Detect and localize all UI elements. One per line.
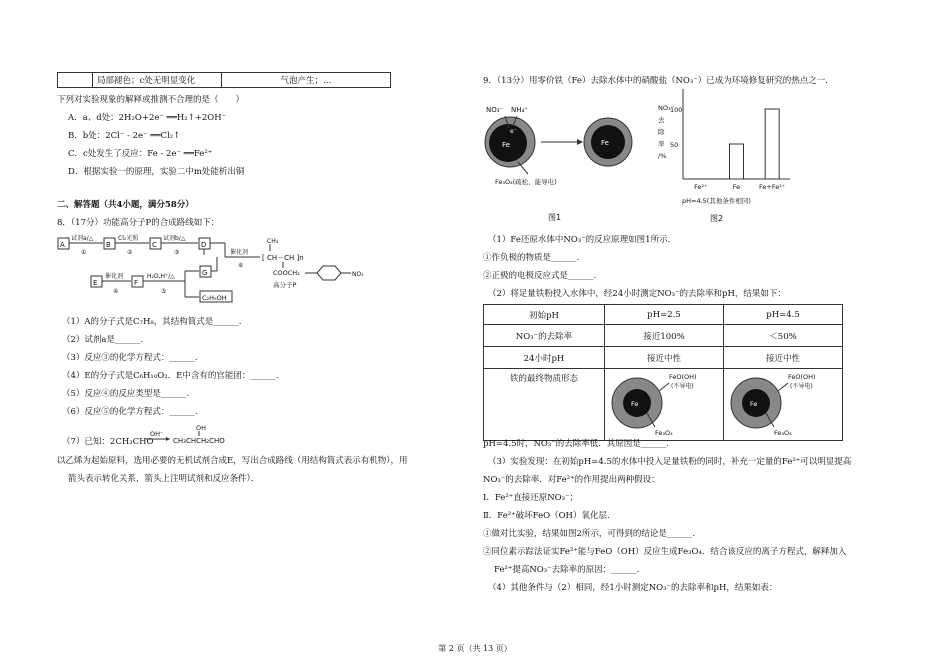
hypothesis-1: Ⅰ．Fe²⁺直接还原NO₃⁻； xyxy=(483,493,579,503)
table-cell: 接近100% xyxy=(605,325,724,347)
q9-stem: 9．（13分）用零价铁（Fe）去除水体中的硝酸盐（NO₃⁻）已成为环境修复研究的热点之一． xyxy=(483,76,834,86)
q9-sub-1b: ②正极的电极反应式是______. xyxy=(483,271,597,281)
electron-label: e⁻ xyxy=(510,128,517,135)
section-title: 二、解答题（共4小题，满分58分） xyxy=(57,200,194,210)
results-table xyxy=(483,304,843,441)
box-e-label: E xyxy=(93,279,98,287)
q9-sub-3b: ②同位素示踪法证实Fe²⁺能与FeO（OH）反应生成Fe₃O₄．结合该反应的离子方程式，解释加入 xyxy=(483,547,847,557)
polymer-ester: COOCH₂ xyxy=(273,269,300,277)
ylabel-part: NO₃⁻ xyxy=(658,104,675,112)
q8-sub-5: （5）反应④的反应类型是______. xyxy=(62,389,190,399)
known-reaction xyxy=(146,424,236,450)
q9-sub-3: NO₃⁻的去除率．对Fe²⁺的作用提出两种假设： xyxy=(483,475,660,485)
ylabel-part: 去 xyxy=(658,116,665,124)
arrow-label: H₂O,H⁺/△ xyxy=(147,273,175,280)
x-tick-label: Fe²⁺ xyxy=(694,183,708,191)
ylabel-part: /% xyxy=(658,152,667,160)
x-tick-label: Fe+Fe²⁺ xyxy=(759,183,786,191)
shell-label: Fe₃O₄(疏松、能导电) xyxy=(495,178,557,186)
arrow-label: 催化剂 xyxy=(105,273,124,280)
step-label: ⑤ xyxy=(161,288,167,295)
table-cell: 接近中性 xyxy=(724,347,843,369)
table-header: pH=4.5 xyxy=(724,305,843,325)
q9-sub-1a: ①作负极的物质是______. xyxy=(483,253,580,263)
table-cell: 铁的最终物质形态 xyxy=(484,369,605,441)
top-table-cell: 局部褪色；c处无明显变化 xyxy=(93,73,222,88)
step-label: ⑥ xyxy=(238,262,244,269)
synthesis-diagram xyxy=(55,231,385,306)
q9-sub-2b: pH=4.5时，NO₃⁻的去除率低．其原因是______. xyxy=(483,439,669,449)
iron-particle-diagram xyxy=(730,369,836,437)
q9-sub-3: （3）实验发现：在初始pH=4.5的水体中投入足量铁粉的同时，补充一定量的Fe²⁺可以明显提高 xyxy=(488,457,852,467)
arrow-label: Cl₂光照 xyxy=(118,235,139,242)
q8-sub-6: （6）反应⑤的化学方程式：______. xyxy=(62,407,198,417)
step-label: ① xyxy=(81,249,87,256)
table-header: 初始pH xyxy=(484,305,605,325)
arrow-label: 试剂a/△ xyxy=(71,235,94,242)
fig2-caption: 图2 xyxy=(710,214,724,223)
fig1-caption: 图1 xyxy=(548,213,562,222)
q9-sub-3a: ①做对比实验，结果如图2所示，可得到的结论是______. xyxy=(483,529,696,539)
box-c-label: C xyxy=(152,241,157,249)
top-table-cell xyxy=(58,73,93,88)
table-cell: ＜50% xyxy=(724,325,843,347)
y-tick-label: 100 xyxy=(670,106,683,114)
q8-sub-7: （7）已知：2CH₃CHO xyxy=(62,437,154,447)
y-tick-label: 50 xyxy=(670,141,679,149)
fe-core-label: Fe xyxy=(601,139,609,147)
bar-2 xyxy=(765,109,779,179)
q9-sub-4: （4）其他条件与（2）相同，经1小时测定NO₃⁻的去除率和pH，结果如表： xyxy=(488,583,778,593)
ion-nitrate: NO₃⁻ xyxy=(486,106,504,114)
table-cell-image xyxy=(605,369,724,441)
shell-top-label: FeO(OH) xyxy=(788,373,816,381)
table-cell-image xyxy=(724,369,843,441)
q8-stem: 8．（17分）功能高分子P的合成路线如下： xyxy=(57,218,220,228)
core-label: Fe xyxy=(631,400,639,408)
q8-sub-2: （2）试剂a是______. xyxy=(62,335,144,345)
top-table xyxy=(57,72,391,88)
q8-sub-3: （3）反应③的化学方程式：______. xyxy=(62,353,198,363)
step-label: ③ xyxy=(174,249,180,256)
figure-2 xyxy=(640,84,800,227)
table-cell: 接近中性 xyxy=(605,347,724,369)
hypothesis-2: Ⅱ．Fe²⁺破坏FeO（OH）氧化层. xyxy=(483,511,610,521)
shell-note: (不导电) xyxy=(790,383,813,390)
q8-sub-7-text: 箭头表示转化关系，箭头上注明试剂和反应条件）． xyxy=(68,474,260,484)
arrow-label: 催化剂 xyxy=(230,249,249,256)
bottom-label: Fe₃O₄ xyxy=(774,429,792,437)
product-formula: CH₃CHCH₂CHO xyxy=(173,437,225,445)
table-cell: 24小时pH xyxy=(484,347,605,369)
option-d: D．根据实验一的原理，实验二中m处能析出铜 xyxy=(68,167,245,177)
question-stem: 下列对实验现象的解释或推测不合理的是（ ） xyxy=(57,95,245,105)
bottom-label: Fe₃O₄ xyxy=(655,429,673,437)
box-a-label: A xyxy=(60,241,65,249)
box-g-label: G xyxy=(202,269,208,277)
bar-1 xyxy=(730,144,744,179)
table-header: pH=2.5 xyxy=(605,305,724,325)
shell-note: (不导电) xyxy=(671,383,694,390)
option-c: C．c处发生了反应：Fe - 2e⁻ ══Fe²⁺ xyxy=(68,149,213,159)
box-d-label: D xyxy=(201,241,207,249)
table-cell: NO₃⁻的去除率 xyxy=(484,325,605,347)
fe-core-label: Fe xyxy=(502,141,510,149)
ylabel-part: 除 xyxy=(658,128,665,136)
core-label: Fe xyxy=(750,400,758,408)
box-f-label: F xyxy=(134,279,139,287)
box-b-label: B xyxy=(106,241,111,249)
benzene-ring xyxy=(317,266,341,280)
q9-sub-2: （2）将足量铁粉投入水体中，经24小时测定NO₃⁻的去除率和pH，结果如下： xyxy=(488,289,786,299)
nitro-group: NO₂ xyxy=(352,271,364,278)
ylabel-part: 率 xyxy=(658,140,665,148)
option-a: A．a、d处：2H₂O+2e⁻ ══H₂↑+2OH⁻ xyxy=(68,113,227,123)
q9-sub-3b: Fe²⁺提高NO₃⁻去除率的原因：______. xyxy=(494,565,640,575)
step-label: ④ xyxy=(113,288,119,295)
x-tick-label: Fe xyxy=(732,183,741,191)
ion-ammonium: NH₄⁺ xyxy=(511,106,529,114)
product-label: 高分子P xyxy=(273,281,297,289)
product-oh: OH xyxy=(196,424,207,432)
page-footer: 第 2 页（共 13 页） xyxy=(438,644,512,653)
box-ethanol-label: C₂H₅OH xyxy=(202,294,227,302)
q8-sub-1: （1）A的分子式是C₇H₈，其结构简式是______. xyxy=(62,317,242,327)
shell-top-label: FeO(OH) xyxy=(669,373,697,381)
polymer-ch3: CH₃ xyxy=(267,238,279,245)
arrow-label: 试剂b/△ xyxy=(163,235,186,242)
iron-particle-diagram xyxy=(611,369,717,437)
polymer-chain: [ CH－CH ]n xyxy=(262,254,304,262)
q8-sub-7-text: 以乙烯为起始原料，选用必要的无机试剂合成E，写出合成路线（用结构简式表示有机物），用 xyxy=(57,456,408,466)
option-b: B．b处：2Cl⁻ - 2e⁻ ══Cl₂↑ xyxy=(68,131,181,141)
figure-1 xyxy=(483,92,643,227)
step-label: ② xyxy=(127,249,133,256)
fig2-note: pH=4.5(其他条件相同) xyxy=(682,197,751,205)
q8-sub-4: （4）E的分子式是C₆H₁₀O₂．E中含有的官能团：______. xyxy=(62,371,279,381)
q9-sub-1: （1）Fe还原水体中NO₃⁻的反应原理如图1所示. xyxy=(488,235,671,245)
reagent-label: OH⁻ xyxy=(150,430,164,438)
top-table-cell: 气泡产生；… xyxy=(222,73,391,88)
